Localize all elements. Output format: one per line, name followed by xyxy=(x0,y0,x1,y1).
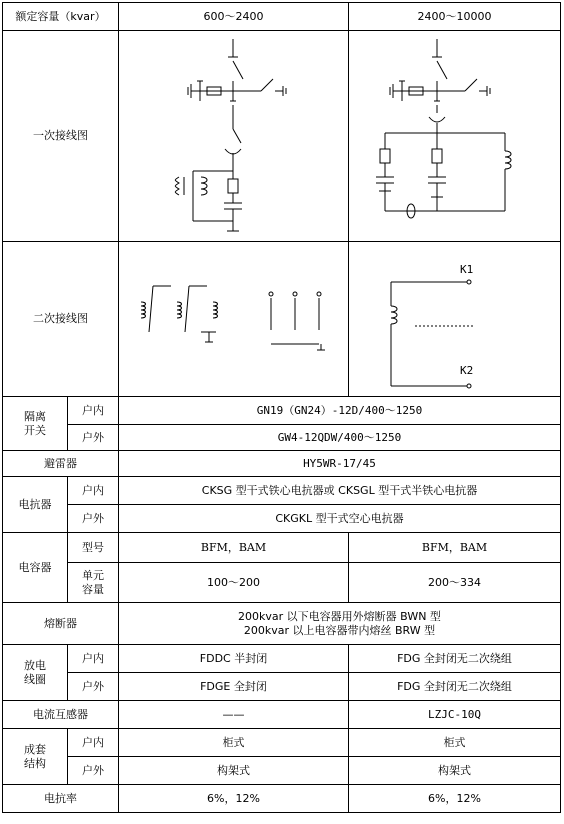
ct-value-a: —— xyxy=(119,701,349,729)
isolating-switch-outdoor-row xyxy=(3,425,561,451)
reactor-indoor-row xyxy=(3,477,561,505)
arrester-row xyxy=(3,451,561,477)
capacitor-model-row xyxy=(3,533,561,563)
fuse-value: 200kvar 以下电容器用外熔断器 BWN 型 200kvar 以上电容器带内熔丝 BRW 型 xyxy=(119,603,561,645)
isolating-switch-indoor-value: GN19（GN24）-12D/400～1250 xyxy=(119,397,561,425)
terminal-k1-label: K1 xyxy=(460,263,474,276)
discharge-coil-outdoor-row xyxy=(3,673,561,701)
assembly-outdoor-row xyxy=(3,757,561,785)
primary-wiring-diagram-b xyxy=(349,31,561,242)
capacitor-unit-row xyxy=(3,563,561,603)
assembly-outdoor-label: 户外 xyxy=(68,757,119,785)
assembly-label: 成套 结构 xyxy=(3,729,68,785)
reactor-indoor-label: 户内 xyxy=(68,477,119,505)
discharge-coil-indoor-b: FDG 全封闭无二次绕组 xyxy=(349,645,561,673)
secondary-diagram-a xyxy=(121,242,349,396)
discharge-coil-outdoor-label: 户外 xyxy=(68,673,119,701)
secondary-wiring-diagram-b xyxy=(349,242,561,397)
primary-wiring-diagram-a xyxy=(119,31,349,242)
secondary-wiring-diagram-a xyxy=(119,242,349,397)
assembly-outdoor-b: 构架式 xyxy=(349,757,561,785)
assembly-outdoor-a: 构架式 xyxy=(119,757,349,785)
reactance-rate-label: 电抗率 xyxy=(3,785,119,813)
primary-wiring-label: 一次接线图 xyxy=(3,31,119,242)
fuse-row xyxy=(3,603,561,645)
capacitor-unit-label: 单元 容量 xyxy=(68,563,119,603)
fuse-label: 熔断器 xyxy=(3,603,119,645)
isolating-switch-outdoor-label: 户外 xyxy=(68,425,119,451)
capacitor-unit-a: 100～200 xyxy=(119,563,349,603)
ct-value-b: LZJC-10Q xyxy=(349,701,561,729)
capacitor-label: 电容器 xyxy=(3,533,68,603)
terminal-k2-label: K2 xyxy=(460,364,474,377)
ct-row xyxy=(3,701,561,729)
discharge-coil-indoor-row xyxy=(3,645,561,673)
arrester-value: HY5WR-17/45 xyxy=(119,451,561,477)
assembly-indoor-a: 柜式 xyxy=(119,729,349,757)
reactance-rate-a: 6%，12% xyxy=(119,785,349,813)
capacitor-unit-b: 200～334 xyxy=(349,563,561,603)
ct-label: 电流互感器 xyxy=(3,701,119,729)
assembly-indoor-row xyxy=(3,729,561,757)
isolating-switch-indoor-label: 户内 xyxy=(68,397,119,425)
assembly-indoor-label: 户内 xyxy=(68,729,119,757)
discharge-coil-outdoor-a: FDGE 全封闭 xyxy=(119,673,349,701)
capacitor-model-a: BFM，BAM xyxy=(119,533,349,563)
rated-capacity-label: 额定容量（kvar） xyxy=(3,3,119,31)
header-row xyxy=(3,3,561,31)
arrester-label: 避雷器 xyxy=(3,451,119,477)
secondary-wiring-row xyxy=(3,242,561,397)
reactor-indoor-value: CKSG 型干式铁心电抗器或 CKSGL 型干式半铁心电抗器 xyxy=(119,477,561,505)
discharge-coil-indoor-label: 户内 xyxy=(68,645,119,673)
reactor-label: 电抗器 xyxy=(3,477,68,533)
isolating-switch-outdoor-value: GW4-12QDW/400～1250 xyxy=(119,425,561,451)
range-a-header: 600～2400 xyxy=(119,3,349,31)
range-b-header: 2400～10000 xyxy=(349,3,561,31)
reactance-rate-row xyxy=(3,785,561,813)
spec-table xyxy=(2,2,561,813)
reactance-rate-b: 6%，12% xyxy=(349,785,561,813)
discharge-coil-indoor-a: FDDC 半封闭 xyxy=(119,645,349,673)
reactor-outdoor-row xyxy=(3,505,561,533)
primary-wiring-row xyxy=(3,31,561,242)
isolating-switch-indoor-row xyxy=(3,397,561,425)
discharge-coil-label: 放电 线圈 xyxy=(3,645,68,701)
primary-diagram-b xyxy=(351,31,561,241)
secondary-wiring-label: 二次接线图 xyxy=(3,242,119,397)
primary-diagram-a xyxy=(121,31,349,241)
reactor-outdoor-label: 户外 xyxy=(68,505,119,533)
assembly-indoor-b: 柜式 xyxy=(349,729,561,757)
secondary-diagram-b xyxy=(351,242,561,396)
discharge-coil-outdoor-b: FDG 全封闭无二次绕组 xyxy=(349,673,561,701)
reactor-outdoor-value: CKGKL 型干式空心电抗器 xyxy=(119,505,561,533)
capacitor-model-b: BFM，BAM xyxy=(349,533,561,563)
isolating-switch-label: 隔离 开关 xyxy=(3,397,68,451)
capacitor-model-label: 型号 xyxy=(68,533,119,563)
